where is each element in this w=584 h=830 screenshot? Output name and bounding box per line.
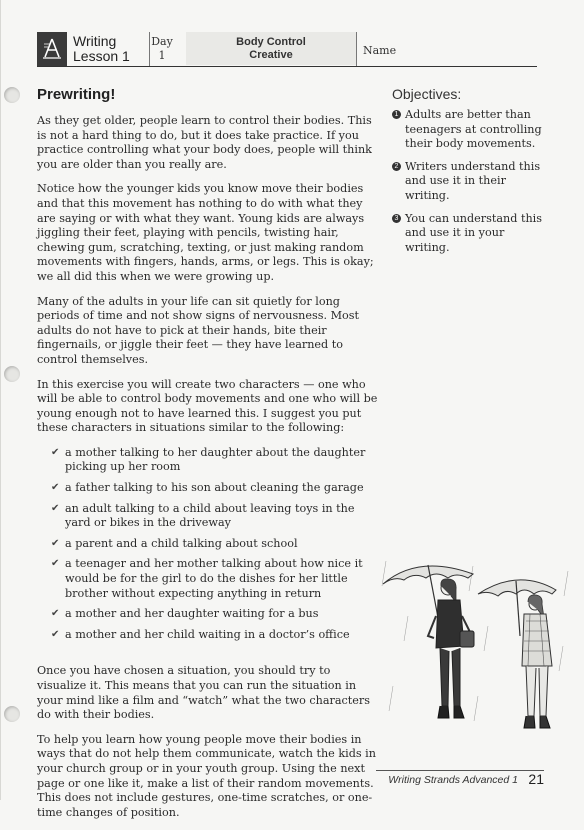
paragraph: Once you have chosen a situation, you should try to visualize it. This means that you can run the situation in your mind like a film and “watch” what the two characters do with their bodies. xyxy=(37,664,370,722)
page-number: 21 xyxy=(528,771,544,787)
name-field-label: Name xyxy=(363,44,397,57)
list-item xyxy=(51,628,382,643)
main-content xyxy=(37,86,382,830)
objectives-title: Objectives: xyxy=(392,86,462,102)
header-divider xyxy=(356,32,357,66)
checkmark-icon: ✔ xyxy=(51,628,60,640)
binder-hole-bottom xyxy=(4,706,20,722)
day-number: 1 xyxy=(158,49,166,62)
list-item xyxy=(51,481,382,496)
objective-text: Writers understand this and use it in their writing. xyxy=(405,159,541,202)
checkmark-icon: ✔ xyxy=(51,482,60,494)
lesson-subject: Writing xyxy=(73,33,117,49)
situation-text: a mother talking to her daughter about the daughter picking up her room xyxy=(65,445,366,474)
list-item xyxy=(51,537,382,552)
objectives-list xyxy=(392,108,542,255)
topic-title: Body Control xyxy=(236,36,306,48)
lesson-number: Lesson 1 xyxy=(73,48,130,64)
writing-lesson-logo-icon xyxy=(37,32,67,66)
situation-text: a teenager and her mother talking about how nice it would be for the girl to do the dishes for her little brother without expecting anything in return xyxy=(65,557,363,600)
paragraph: In this exercise you will create two characters — one who will be able to control body movements and one who will be young enough not to have learned this. I suggest you put these characters in situations similar to the following: xyxy=(37,377,378,435)
checkmark-icon: ✔ xyxy=(51,558,60,570)
page-footer xyxy=(376,770,544,791)
situation-text: a parent and a child talking about school xyxy=(65,536,298,550)
objective-number: 2 xyxy=(392,162,401,171)
umbrella-people-illustration xyxy=(378,556,578,756)
paragraph: Many of the adults in your life can sit quietly for long periods of time and not show signs of nervousness. Most adults do not have to pick at their hands, bite their fingernails, or jiggle their feet — they have learned to control themselves. xyxy=(37,294,360,366)
situation-text: a mother and her child waiting in a doctor’s office xyxy=(65,627,350,641)
day-indicator xyxy=(137,35,187,63)
binder-hole-top xyxy=(4,87,20,103)
objective-item xyxy=(392,160,542,204)
binder-hole-middle xyxy=(4,366,20,382)
situation-list xyxy=(37,446,382,643)
lesson-title xyxy=(73,34,130,64)
objective-text: You can understand this and use it in your writing. xyxy=(405,211,542,254)
situation-text: a father talking to his son about cleaning the garage xyxy=(65,481,364,495)
paragraph: As they get older, people learn to control their bodies. This is not a hard thing to do, but it does take practice. If you practice controlling what your body does, people will think you are older than you really are. xyxy=(37,114,372,171)
situation-text: an adult talking to a child about leaving toys in the yard or bikes in the driveway xyxy=(65,501,355,530)
list-item xyxy=(51,502,382,531)
checkmark-icon: ✔ xyxy=(51,537,60,549)
objective-item xyxy=(392,212,542,256)
objective-number: 1 xyxy=(392,110,401,119)
objective-number: 3 xyxy=(392,214,401,223)
topic-type: Creative xyxy=(249,49,293,61)
book-title: Writing Strands Advanced 1 xyxy=(388,774,518,786)
spacer xyxy=(37,652,382,664)
section-heading: Prewriting! xyxy=(37,86,116,103)
checkmark-icon: ✔ xyxy=(51,608,60,620)
objective-text: Adults are better than teenagers at controlling their body movements. xyxy=(405,108,542,151)
list-item xyxy=(51,607,382,622)
objectives-panel xyxy=(392,86,542,263)
objective-item xyxy=(392,108,542,152)
list-item xyxy=(51,446,382,475)
lesson-topic xyxy=(186,32,356,65)
situation-text: a mother and her daughter waiting for a bus xyxy=(65,607,319,621)
day-label: Day xyxy=(151,35,173,48)
paragraph: To help you learn how young people move their bodies in ways that do not help them communicate, watch the kids in your church group or in your youth group. Using the next page or one like it, make a list of their random movements. This does not include gestures, one-time scratches, or one-time changes of position. xyxy=(37,732,376,819)
lesson-header xyxy=(37,32,537,67)
checkmark-icon: ✔ xyxy=(51,502,60,514)
checkmark-icon: ✔ xyxy=(51,446,60,458)
paragraph: Notice how the younger kids you know move their bodies and that this movement has nothing to do with what they are saying or with what they want. Young kids are always jiggling their feet, playing with pencils, twisting hair, chewing gum, scratching, texting, or just making random movements with fingers, hands, arms, or legs. This is okay; we all did this when we were growing up. xyxy=(37,182,374,283)
list-item xyxy=(51,557,382,601)
